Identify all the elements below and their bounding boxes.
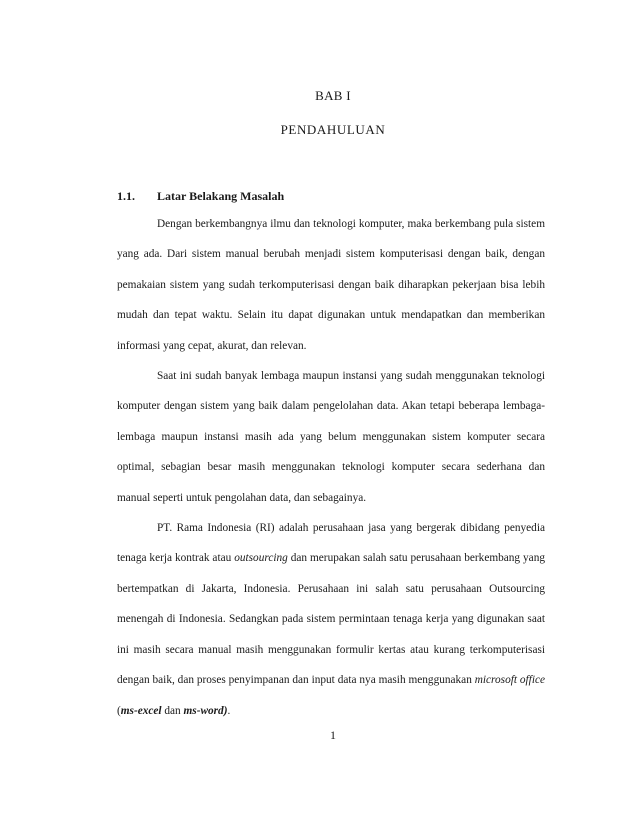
paragraph-3 (117, 513, 545, 726)
chapter-label: BAB I (315, 88, 351, 103)
section-title: Latar Belakang Masalah (157, 189, 285, 203)
body-text (117, 209, 545, 726)
outsourcing-term: outsourcing (234, 552, 288, 565)
paragraph-3-text-b: dan merupakan salah satu perusahaan berkembang yang bertempatkan di Jakarta, Indonesia. Perusahaan ini salah satu perusahaan Outsourcing menengah di Indonesia. Sedangkan pada sistem permintaan tenaga kerja yang digunakan saat ini masih secara manual masih menggunakan formulir kertas atau kurang terkomputerisasi dengan baik, dan proses penyimpanan dan input data nya masih menggunakan (117, 552, 545, 687)
paragraph-3-text-d: dan (161, 704, 184, 717)
microsoft-office-term: microsoft office (474, 674, 545, 687)
paragraph-3-text-e: . (227, 704, 231, 717)
ms-excel-term: ms-excel (120, 704, 162, 717)
page-number: 1 (330, 728, 336, 742)
ms-word-term: ms-word) (183, 704, 228, 717)
paragraph-2: Saat ini sudah banyak lembaga maupun instansi yang sudah menggunakan teknologi komputer dengan sistem yang baik dalam pengelolahan data. Akan tetapi beberapa lembaga-lembaga maupun instansi masih ada yang belum menggunakan sistem komputer secara optimal, sebagian besar masih menggunakan teknologi komputer secara sederhana dan manual seperti untuk pengolahan data, dan sebagainya. (117, 370, 545, 504)
section-number: 1.1. (117, 189, 135, 203)
paragraph-3-text-c: ( (117, 704, 121, 717)
paragraph-3-text-a: PT. Rama Indonesia (RI) adalah perusahaan jasa yang bergerak dibidang penyedia tenaga kerja kontrak atau (117, 522, 545, 565)
section-heading (117, 189, 284, 204)
paragraph-1: Dengan berkembangnya ilmu dan teknologi komputer, maka berkembang pula sistem yang ada. Dari sistem manual berubah menjadi sistem komputerisasi dengan baik, dengan pemakaian sistem yang sudah terkomputerisasi dengan baik diharapkan pekerjaan bisa lebih mudah dan tepat waktu. Selain itu dapat digunakan untuk mendapatkan dan memberikan informasi yang cepat, akurat, dan relevan. (117, 218, 545, 352)
chapter-title: PENDAHULUAN (280, 122, 386, 137)
